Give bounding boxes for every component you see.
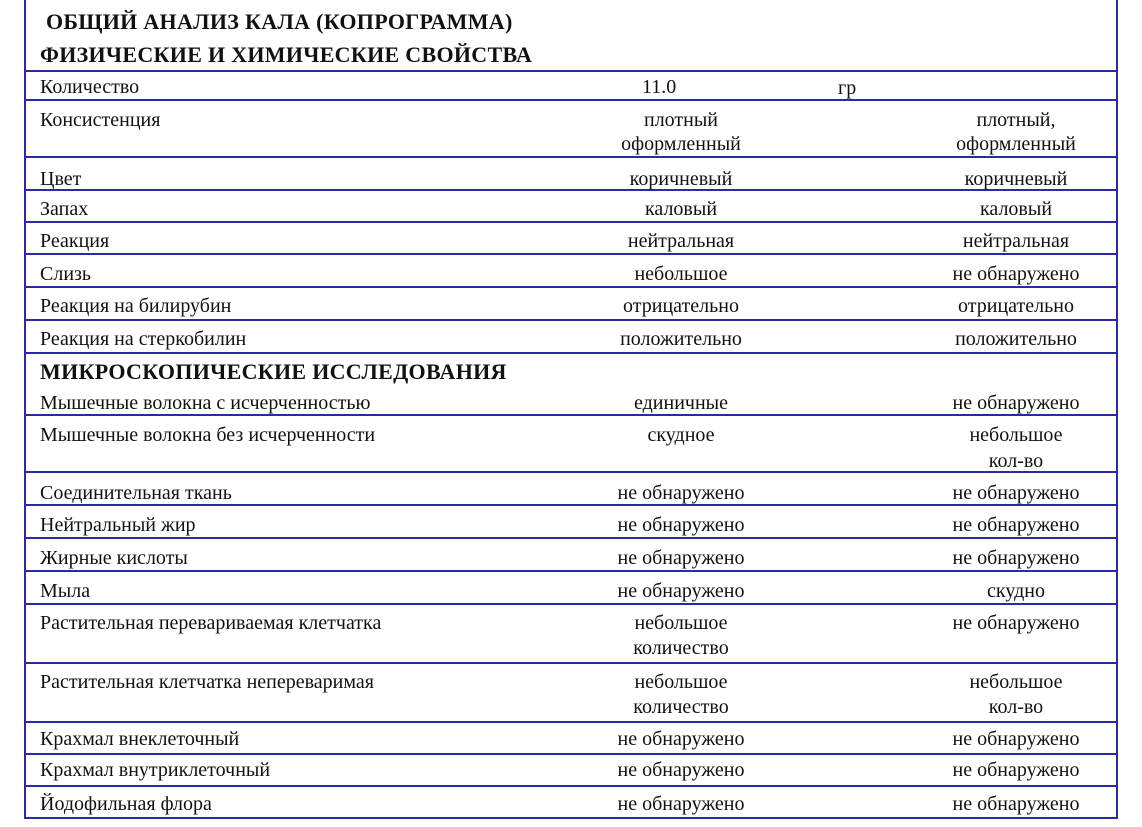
table-row [26, 255, 1116, 288]
table-row [26, 473, 1116, 506]
row-value-1: не обнаружено [617, 728, 745, 750]
row-label: Консистенция [40, 109, 161, 131]
table-row [26, 321, 1116, 354]
row-label: Цвет [40, 168, 82, 190]
row-value-2: не обнаружено [952, 612, 1080, 634]
row-value-1: не обнаружено [617, 514, 745, 536]
row-value-1: не обнаружено [617, 793, 745, 815]
table-row [26, 288, 1116, 321]
row-value-2: не обнаружено [952, 482, 1080, 504]
table-row [26, 388, 1116, 416]
row-value-1: не обнаружено [617, 547, 745, 569]
table-row [26, 158, 1116, 191]
quantity-unit: гр [838, 77, 857, 99]
row-value-1: нейтральная [627, 230, 735, 252]
row-value-2: не обнаружено [952, 514, 1080, 536]
row-label: Соединительная ткань [40, 482, 232, 504]
section-micro-row [26, 354, 1116, 388]
table-row [26, 723, 1116, 755]
row-label: Растительная клетчатка непереваримая [40, 671, 374, 693]
table-row [26, 664, 1116, 723]
row-value-1: не обнаружено [617, 482, 745, 504]
row-value-2: не обнаружено [952, 547, 1080, 569]
row-label: Запах [40, 198, 89, 220]
row-label: Мыла [40, 580, 91, 602]
quantity-row [26, 72, 1116, 101]
row-label: Йодофильная флора [40, 793, 212, 815]
row-value-1-line2: оформленный [621, 133, 741, 155]
table-row [26, 223, 1116, 255]
section-micro-heading: МИКРОСКОПИЧЕСКИЕ ИССЛЕДОВАНИЯ [40, 359, 507, 384]
row-label: Мышечные волокна без исчерченности [40, 424, 376, 446]
row-value-1: каловый [644, 198, 718, 220]
row-value-2: небольшое [969, 424, 1063, 446]
row-label: Реакция на стеркобилин [40, 328, 247, 350]
quantity-label: Количество [40, 76, 140, 98]
row-value-2-line2: кол-во [988, 696, 1044, 718]
report-title: ОБЩИЙ АНАЛИЗ КАЛА (КОПРОГРАММА) [46, 9, 513, 34]
table-row [26, 506, 1116, 539]
row-value-2: положительно [955, 328, 1077, 350]
row-value-1-line2: количество [633, 696, 729, 718]
row-value-2-line2: кол-во [988, 450, 1044, 472]
row-value-2: каловый [979, 198, 1053, 220]
lab-report-sheet [24, 0, 1118, 819]
row-label: Реакция на билирубин [40, 295, 232, 317]
row-value-2-line2: оформленный [956, 133, 1076, 155]
table-row [26, 755, 1116, 787]
row-value-2: нейтральная [962, 230, 1070, 252]
row-label: Крахмал внутриклеточный [40, 759, 271, 781]
row-value-2: не обнаружено [952, 392, 1080, 414]
row-label: Нейтральный жир [40, 514, 196, 536]
row-value-1: небольшое [634, 671, 728, 693]
row-value-2: не обнаружено [952, 793, 1080, 815]
table-row [26, 416, 1116, 473]
row-value-1: не обнаружено [617, 580, 745, 602]
row-label: Жирные кислоты [40, 547, 188, 569]
row-label: Мышечные волокна с исчерченностью [40, 392, 371, 414]
row-label: Реакция [40, 230, 110, 252]
title-row [26, 0, 1116, 40]
row-value-1-line2: количество [633, 637, 729, 659]
row-value-2: небольшое [969, 671, 1063, 693]
row-value-1: небольшое [634, 612, 728, 634]
row-value-2: скудно [987, 580, 1045, 602]
table-row [26, 191, 1116, 223]
row-value-2: отрицательно [958, 295, 1074, 317]
table-row [26, 572, 1116, 605]
row-value-1: единичные [634, 392, 728, 414]
row-value-1: плотный [643, 109, 718, 131]
quantity-value: 11.0 [642, 76, 677, 98]
table-row [26, 101, 1116, 158]
row-value-1: положительно [620, 328, 742, 350]
section-physical-row [26, 40, 1116, 72]
table-row [26, 539, 1116, 572]
row-label: Крахмал внеклеточный [40, 728, 240, 750]
row-value-2: не обнаружено [952, 759, 1080, 781]
row-value-1: отрицательно [623, 295, 739, 317]
row-value-1: скудное [647, 424, 715, 446]
table-row [26, 787, 1116, 819]
row-value-1: коричневый [629, 168, 733, 190]
row-value-2: не обнаружено [952, 263, 1080, 285]
row-value-1: не обнаружено [617, 759, 745, 781]
row-label: Слизь [40, 263, 92, 285]
row-value-2: коричневый [964, 168, 1068, 190]
row-value-2: не обнаружено [952, 728, 1080, 750]
row-value-2: плотный, [976, 109, 1056, 131]
section-physical-heading: ФИЗИЧЕСКИЕ И ХИМИЧЕСКИЕ СВОЙСТВА [40, 42, 533, 67]
row-label: Растительная перевариваемая клетчатка [40, 612, 382, 634]
table-row [26, 605, 1116, 664]
row-value-1: небольшое [634, 263, 728, 285]
